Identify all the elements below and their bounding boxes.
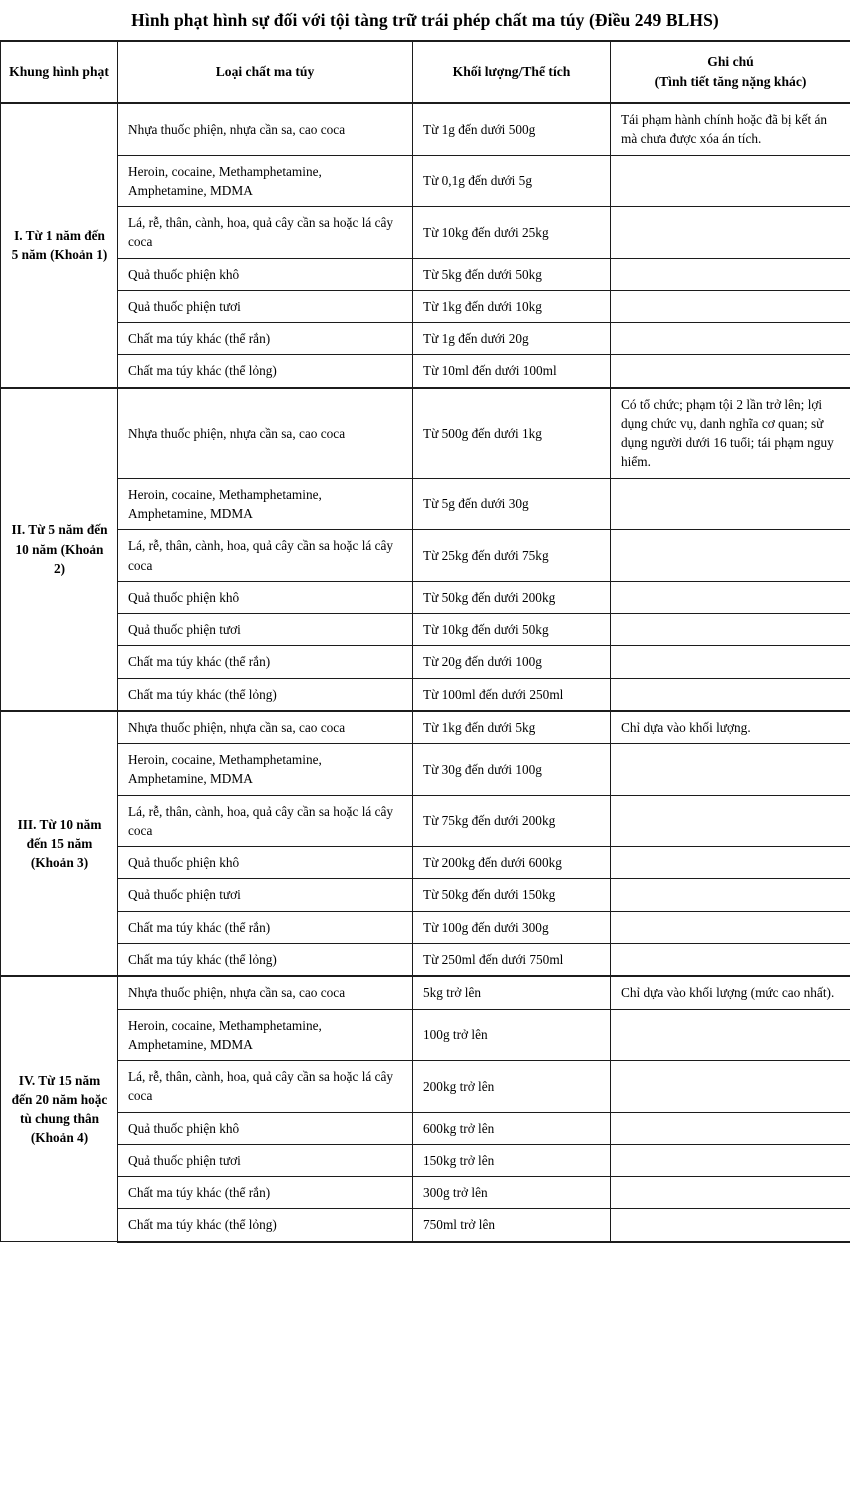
column-header-substance: Loại chất ma túy [118, 41, 413, 103]
table-body [1, 103, 850, 1242]
note-cell-empty [611, 911, 850, 943]
substance-cell: Quả thuốc phiện khô [118, 581, 413, 613]
substance-cell: Lá, rễ, thân, cành, hoa, quả cây cần sa hoặc lá cây coca [118, 207, 413, 259]
table-row [1, 1144, 850, 1176]
substance-cell: Chất ma túy khác (thể rắn) [118, 646, 413, 678]
substance-cell: Lá, rễ, thân, cành, hoa, quả cây cần sa hoặc lá cây coca [118, 530, 413, 582]
note-cell-empty [611, 943, 850, 976]
table-row [1, 1061, 850, 1113]
amount-cell: Từ 0,1g đến dưới 5g [413, 155, 611, 207]
amount-cell: Từ 1g đến dưới 500g [413, 103, 611, 155]
substance-cell: Heroin, cocaine, Methamphetamine, Amphetamine, MDMA [118, 1009, 413, 1061]
note-cell: Chỉ dựa vào khối lượng. [611, 711, 850, 744]
substance-cell: Chất ma túy khác (thể lỏng) [118, 943, 413, 976]
note-cell-empty [611, 1061, 850, 1113]
substance-cell: Heroin, cocaine, Methamphetamine, Amphetamine, MDMA [118, 744, 413, 796]
substance-cell: Nhựa thuốc phiện, nhựa cần sa, cao coca [118, 103, 413, 155]
note-cell-empty [611, 1144, 850, 1176]
amount-cell: Từ 50kg đến dưới 150kg [413, 879, 611, 911]
substance-cell: Chất ma túy khác (thể lỏng) [118, 678, 413, 711]
table-row [1, 847, 850, 879]
amount-cell: Từ 200kg đến dưới 600kg [413, 847, 611, 879]
note-cell-empty [611, 355, 850, 388]
table-row [1, 943, 850, 976]
note-cell-empty [611, 795, 850, 847]
table-row [1, 388, 850, 479]
note-cell-empty [611, 1209, 850, 1242]
amount-cell: Từ 30g đến dưới 100g [413, 744, 611, 796]
penalty-table [0, 40, 850, 1243]
substance-cell: Heroin, cocaine, Methamphetamine, Amphetamine, MDMA [118, 155, 413, 207]
substance-cell: Quả thuốc phiện khô [118, 1112, 413, 1144]
table-row [1, 976, 850, 1009]
amount-cell: Từ 50kg đến dưới 200kg [413, 581, 611, 613]
amount-cell: 5kg trở lên [413, 976, 611, 1009]
header-row [1, 41, 850, 103]
substance-cell: Quả thuốc phiện tươi [118, 1144, 413, 1176]
table-row [1, 290, 850, 322]
substance-cell: Lá, rễ, thân, cành, hoa, quả cây cần sa hoặc lá cây coca [118, 1061, 413, 1113]
substance-cell: Quả thuốc phiện tươi [118, 879, 413, 911]
table-row [1, 207, 850, 259]
amount-cell: Từ 5g đến dưới 30g [413, 478, 611, 530]
table-row [1, 711, 850, 744]
penalty-frame-cell: III. Từ 10 năm đến 15 năm (Khoản 3) [1, 711, 118, 976]
page-title: Hình phạt hình sự đối với tội tàng trữ trái phép chất ma túy (Điều 249 BLHS) [131, 10, 719, 30]
table-row [1, 795, 850, 847]
amount-cell: Từ 10ml đến dưới 100ml [413, 355, 611, 388]
amount-cell: 600kg trở lên [413, 1112, 611, 1144]
note-cell-empty [611, 478, 850, 530]
amount-cell: Từ 100g đến dưới 300g [413, 911, 611, 943]
amount-cell: Từ 100ml đến dưới 250ml [413, 678, 611, 711]
note-cell-empty [611, 744, 850, 796]
amount-cell: 300g trở lên [413, 1177, 611, 1209]
note-cell: Chỉ dựa vào khối lượng (mức cao nhất). [611, 976, 850, 1009]
amount-cell: 100g trở lên [413, 1009, 611, 1061]
note-cell: Tái phạm hành chính hoặc đã bị kết án mà chưa được xóa án tích. [611, 103, 850, 155]
note-cell-empty [611, 530, 850, 582]
column-header-note-line2: (Tình tiết tăng nặng khác) [654, 74, 807, 89]
note-cell-empty [611, 1009, 850, 1061]
note-cell-empty [611, 207, 850, 259]
substance-cell: Chất ma túy khác (thể rắn) [118, 323, 413, 355]
table-row [1, 581, 850, 613]
column-header-note-line1: Ghi chú [707, 54, 754, 70]
substance-cell: Lá, rễ, thân, cành, hoa, quả cây cần sa hoặc lá cây coca [118, 795, 413, 847]
substance-cell: Chất ma túy khác (thể rắn) [118, 911, 413, 943]
amount-cell: 200kg trở lên [413, 1061, 611, 1113]
substance-cell: Chất ma túy khác (thể rắn) [118, 1177, 413, 1209]
substance-cell: Quả thuốc phiện khô [118, 847, 413, 879]
note-cell-empty [611, 290, 850, 322]
penalty-frame-cell: II. Từ 5 năm đến 10 năm (Khoản 2) [1, 388, 118, 711]
table-row [1, 103, 850, 155]
table-row [1, 323, 850, 355]
note-cell-empty [611, 323, 850, 355]
table-row [1, 478, 850, 530]
table-row [1, 1209, 850, 1242]
table-row [1, 646, 850, 678]
table-row [1, 744, 850, 796]
substance-cell: Nhựa thuốc phiện, nhựa cần sa, cao coca [118, 711, 413, 744]
amount-cell: Từ 25kg đến dưới 75kg [413, 530, 611, 582]
table-row [1, 258, 850, 290]
note-cell-empty [611, 879, 850, 911]
substance-cell: Quả thuốc phiện khô [118, 258, 413, 290]
note-cell-empty [611, 646, 850, 678]
amount-cell: Từ 10kg đến dưới 50kg [413, 614, 611, 646]
substance-cell: Chất ma túy khác (thể lỏng) [118, 355, 413, 388]
penalty-frame-cell: IV. Từ 15 năm đến 20 năm hoặc tù chung thân (Khoản 4) [1, 976, 118, 1241]
note-cell-empty [611, 155, 850, 207]
substance-cell: Nhựa thuốc phiện, nhựa cần sa, cao coca [118, 388, 413, 479]
substance-cell: Nhựa thuốc phiện, nhựa cần sa, cao coca [118, 976, 413, 1009]
amount-cell: Từ 250ml đến dưới 750ml [413, 943, 611, 976]
column-header-amount: Khối lượng/Thể tích [413, 41, 611, 103]
substance-cell: Heroin, cocaine, Methamphetamine, Amphetamine, MDMA [118, 478, 413, 530]
substance-cell: Chất ma túy khác (thể lỏng) [118, 1209, 413, 1242]
amount-cell: Từ 1kg đến dưới 10kg [413, 290, 611, 322]
note-cell: Có tổ chức; phạm tội 2 lần trở lên; lợi dụng chức vụ, danh nghĩa cơ quan; sử dụng người dưới 16 tuổi; tái phạm nguy hiểm. [611, 388, 850, 479]
amount-cell: Từ 1kg đến dưới 5kg [413, 711, 611, 744]
penalty-frame-cell: I. Từ 1 năm đến 5 năm (Khoản 1) [1, 103, 118, 388]
substance-cell: Quả thuốc phiện tươi [118, 290, 413, 322]
amount-cell: Từ 5kg đến dưới 50kg [413, 258, 611, 290]
substance-cell: Quả thuốc phiện tươi [118, 614, 413, 646]
note-cell-empty [611, 258, 850, 290]
table-row [1, 1009, 850, 1061]
amount-cell: 150kg trở lên [413, 1144, 611, 1176]
amount-cell: 750ml trở lên [413, 1209, 611, 1242]
note-cell-empty [611, 1177, 850, 1209]
table-row [1, 155, 850, 207]
note-cell-empty [611, 678, 850, 711]
table-row [1, 530, 850, 582]
table-row [1, 911, 850, 943]
amount-cell: Từ 500g đến dưới 1kg [413, 388, 611, 479]
table-row [1, 678, 850, 711]
table-row [1, 614, 850, 646]
amount-cell: Từ 20g đến dưới 100g [413, 646, 611, 678]
amount-cell: Từ 75kg đến dưới 200kg [413, 795, 611, 847]
column-header-note [611, 41, 850, 103]
table-row [1, 355, 850, 388]
table-row [1, 1112, 850, 1144]
note-cell-empty [611, 1112, 850, 1144]
note-cell-empty [611, 581, 850, 613]
amount-cell: Từ 1g đến dưới 20g [413, 323, 611, 355]
note-cell-empty [611, 614, 850, 646]
table-header [1, 41, 850, 103]
amount-cell: Từ 10kg đến dưới 25kg [413, 207, 611, 259]
table-row [1, 879, 850, 911]
column-header-frame: Khung hình phạt [1, 41, 118, 103]
table-row [1, 1177, 850, 1209]
note-cell-empty [611, 847, 850, 879]
